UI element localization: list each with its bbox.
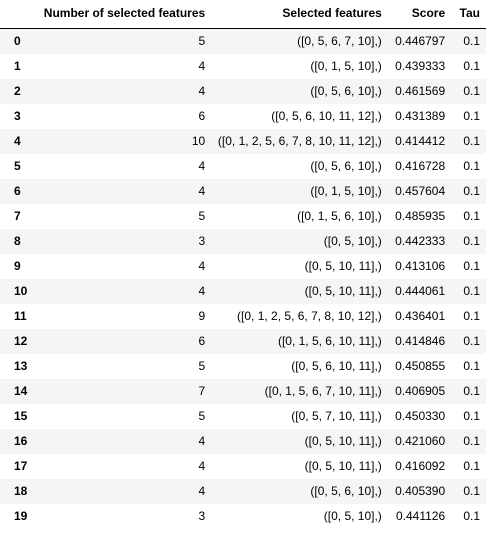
row-index: 6 (14, 184, 21, 198)
cell-tau: 0.1 (463, 34, 480, 48)
cell-selected-features: ([0, 1, 5, 10],) (310, 59, 382, 73)
cell-selected-features: ([0, 1, 2, 5, 6, 7, 8, 10, 12],) (237, 309, 382, 323)
table-row (0, 329, 486, 354)
cell-number-of-selected-features: 4 (198, 84, 206, 98)
row-index: 4 (14, 134, 21, 148)
cell-number-of-selected-features: 3 (198, 234, 206, 248)
row-index: 11 (14, 309, 27, 323)
cell-number-of-selected-features: 5 (198, 409, 206, 423)
table-row (0, 279, 486, 304)
cell-selected-features: ([0, 5, 6, 10, 11],) (291, 359, 382, 373)
cell-selected-features: ([0, 5, 6, 7, 10],) (297, 34, 382, 48)
cell-tau: 0.1 (463, 134, 480, 148)
cell-tau: 0.1 (463, 84, 480, 98)
table-row (0, 354, 486, 379)
row-index: 16 (14, 434, 28, 448)
row-index: 0 (14, 34, 21, 48)
cell-tau: 0.1 (463, 409, 480, 423)
table-row (0, 179, 486, 204)
cell-score: 0.450330 (395, 409, 446, 423)
cell-score: 0.414846 (395, 334, 446, 348)
cell-score: 0.431389 (395, 109, 446, 123)
cell-score: 0.450855 (395, 359, 446, 373)
cell-selected-features: ([0, 1, 5, 6, 10],) (297, 209, 382, 223)
cell-score: 0.457604 (395, 184, 446, 198)
row-index: 18 (14, 484, 28, 498)
row-index: 2 (14, 84, 21, 98)
cell-number-of-selected-features: 9 (198, 309, 206, 323)
cell-score: 0.416728 (395, 159, 446, 173)
cell-score: 0.416092 (395, 459, 446, 473)
cell-tau: 0.1 (463, 509, 480, 523)
cell-score: 0.436401 (395, 309, 446, 323)
cell-score: 0.421060 (395, 434, 446, 448)
table-row (0, 79, 486, 104)
row-index: 8 (14, 234, 21, 248)
cell-selected-features: ([0, 5, 7, 10, 11],) (291, 409, 382, 423)
table-row (0, 154, 486, 179)
cell-tau: 0.1 (463, 484, 480, 498)
table-row (0, 29, 486, 55)
cell-score: 0.485935 (395, 209, 446, 223)
cell-selected-features: ([0, 1, 2, 5, 6, 7, 8, 10, 11, 12],) (217, 134, 382, 148)
cell-tau: 0.1 (463, 234, 480, 248)
table-row (0, 404, 486, 429)
cell-selected-features: ([0, 5, 10],) (323, 509, 382, 523)
cell-score: 0.439333 (395, 59, 446, 73)
cell-number-of-selected-features: 4 (198, 284, 206, 298)
cell-number-of-selected-features: 4 (198, 459, 206, 473)
cell-selected-features: ([0, 1, 5, 6, 7, 10, 11],) (264, 384, 382, 398)
cell-number-of-selected-features: 4 (198, 434, 206, 448)
cell-number-of-selected-features: 4 (198, 484, 206, 498)
cell-number-of-selected-features: 4 (198, 159, 206, 173)
cell-tau: 0.1 (463, 184, 480, 198)
cell-score: 0.461569 (395, 84, 446, 98)
row-index: 14 (14, 384, 28, 398)
cell-tau: 0.1 (463, 384, 480, 398)
cell-score: 0.444061 (395, 284, 446, 298)
cell-score: 0.441126 (395, 509, 446, 523)
cell-selected-features: ([0, 5, 10, 11],) (304, 459, 382, 473)
table-row (0, 504, 486, 529)
row-index: 12 (14, 334, 28, 348)
cell-selected-features: ([0, 1, 5, 10],) (310, 184, 382, 198)
cell-tau: 0.1 (463, 159, 480, 173)
row-index: 13 (14, 359, 28, 373)
cell-score: 0.414412 (395, 134, 446, 148)
column-header-score: Score (388, 0, 451, 29)
table-row (0, 429, 486, 454)
cell-score: 0.446797 (395, 34, 446, 48)
cell-score: 0.406905 (395, 384, 446, 398)
cell-tau: 0.1 (463, 259, 480, 273)
column-header-tau: Tau (451, 0, 486, 29)
row-index: 5 (14, 159, 21, 173)
cell-selected-features: ([0, 5, 10, 11],) (304, 284, 382, 298)
table-row (0, 129, 486, 154)
cell-number-of-selected-features: 4 (198, 259, 206, 273)
row-index: 17 (14, 459, 28, 473)
table-row (0, 254, 486, 279)
cell-number-of-selected-features: 5 (198, 34, 206, 48)
row-index: 19 (14, 509, 28, 523)
table-row (0, 479, 486, 504)
row-index: 9 (14, 259, 21, 273)
row-index: 10 (14, 284, 28, 298)
column-header-selected-features: Selected features (211, 0, 388, 29)
column-header-number-of-selected-features: Number of selected features (33, 0, 211, 29)
cell-number-of-selected-features: 4 (198, 59, 206, 73)
cell-number-of-selected-features: 4 (198, 184, 206, 198)
cell-selected-features: ([0, 5, 10],) (323, 234, 382, 248)
cell-score: 0.413106 (395, 259, 446, 273)
table-row (0, 229, 486, 254)
cell-number-of-selected-features: 10 (191, 134, 206, 148)
cell-tau: 0.1 (463, 109, 480, 123)
cell-score: 0.405390 (395, 484, 446, 498)
row-index: 3 (14, 109, 21, 123)
table-row (0, 454, 486, 479)
row-index: 7 (14, 209, 21, 223)
cell-number-of-selected-features: 5 (198, 209, 206, 223)
table-row (0, 304, 486, 329)
cell-selected-features: ([0, 5, 6, 10, 11, 12],) (271, 109, 382, 123)
cell-tau: 0.1 (463, 209, 480, 223)
row-index: 1 (14, 59, 21, 73)
table-header (0, 0, 486, 29)
table-row (0, 54, 486, 79)
table-row (0, 379, 486, 404)
cell-selected-features: ([0, 1, 5, 6, 10, 11],) (277, 334, 382, 348)
cell-tau: 0.1 (463, 434, 480, 448)
cell-selected-features: ([0, 5, 10, 11],) (304, 259, 382, 273)
cell-tau: 0.1 (463, 284, 480, 298)
header-row (0, 0, 486, 29)
cell-selected-features: ([0, 5, 10, 11],) (304, 434, 382, 448)
cell-number-of-selected-features: 5 (198, 359, 206, 373)
cell-selected-features: ([0, 5, 6, 10],) (310, 159, 382, 173)
cell-number-of-selected-features: 7 (198, 384, 206, 398)
index-header (0, 0, 33, 29)
table-row (0, 204, 486, 229)
cell-number-of-selected-features: 6 (198, 334, 206, 348)
cell-score: 0.442333 (395, 234, 446, 248)
row-index: 15 (14, 409, 28, 423)
cell-tau: 0.1 (463, 334, 480, 348)
cell-tau: 0.1 (463, 359, 480, 373)
cell-number-of-selected-features: 6 (198, 109, 206, 123)
cell-number-of-selected-features: 3 (198, 509, 206, 523)
table-body (0, 29, 486, 530)
cell-tau: 0.1 (463, 309, 480, 323)
cell-selected-features: ([0, 5, 6, 10],) (310, 484, 382, 498)
cell-tau: 0.1 (463, 459, 480, 473)
table-row (0, 104, 486, 129)
cell-tau: 0.1 (463, 59, 480, 73)
cell-selected-features: ([0, 5, 6, 10],) (310, 84, 382, 98)
